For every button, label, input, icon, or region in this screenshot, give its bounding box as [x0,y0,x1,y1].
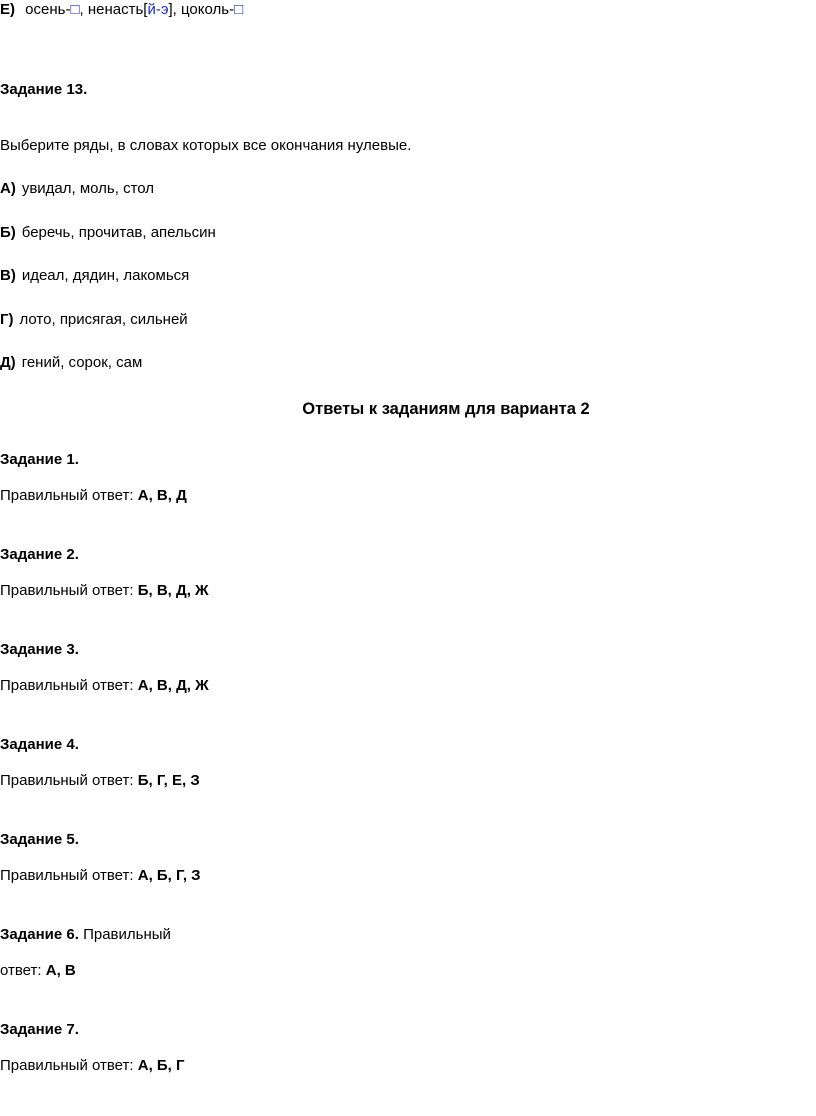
answer-4-title: Задание 4. [0,736,79,753]
answer-label: Правильный ответ: [0,487,134,504]
answer-5-line [0,866,201,886]
task-13-option-v [0,266,189,286]
option-word: , цоколь- [172,1,235,18]
option-text: идеал, дядин, лакомься [21,267,190,284]
answer-1-title: Задание 1. [0,451,79,468]
answer-label: Правильный ответ: [0,867,134,884]
answer-2-title: Задание 2. [0,546,79,563]
option-letter: Д) [0,354,16,371]
answer-4-line [0,771,200,791]
answer-value: А, В, Д [137,487,187,504]
answer-3-title: Задание 3. [0,641,79,658]
zero-ending-mark: □ [70,1,80,18]
answer-5-title: Задание 5. [0,831,79,848]
answer-7-title: Задание 7. [0,1021,79,1038]
task-13-option-d [0,353,142,373]
answer-label-part: Правильный [83,926,171,943]
answer-label: Правильный ответ: [0,582,134,599]
answer-value: А, Б, Г, З [137,867,201,884]
zero-ending-mark: □ [234,1,244,18]
bracket-close: ] [168,1,173,18]
option-letter: В) [0,267,16,284]
answer-6-title: Задание 6. [0,926,79,943]
option-text: гений, сорок, сам [21,354,143,371]
task-13-option-b [0,223,216,243]
answer-value: Б, Г, Е, З [137,772,200,789]
option-word: осень- [25,1,71,18]
answer-6-line-2 [0,961,76,981]
task-13-option-a [0,179,154,199]
task-13-option-g [0,310,188,330]
answers-heading: Ответы к заданиям для варианта 2 [302,400,590,418]
bracket-open: [ [143,1,148,18]
answer-3-line [0,676,209,696]
task-13-question: Выберите ряды, в словах которых все окончания нулевые. [0,137,412,154]
answer-value: А, Б, Г [137,1057,185,1074]
option-letter: Б) [0,224,16,241]
answer-1-line [0,486,187,506]
answer-value: А, В, Д, Ж [137,677,209,694]
option-text: лото, присягая, сильней [19,311,188,328]
answer-label-part: ответ: [0,962,42,979]
option-word: , ненасть [79,1,144,18]
answer-label: Правильный ответ: [0,1057,134,1074]
ending-mark: й-э [147,1,169,18]
answer-value: А, В [45,962,76,979]
answer-6-line-1 [0,925,171,945]
option-text: увидал, моль, стол [21,180,155,197]
answer-label: Правильный ответ: [0,677,134,694]
answer-2-line [0,581,209,601]
answer-7-line [0,1056,185,1076]
option-letter: А) [0,180,16,197]
option-letter: Е) [0,1,15,18]
answer-label: Правильный ответ: [0,772,134,789]
answer-value: Б, В, Д, Ж [137,582,209,599]
option-text: беречь, прочитав, апельсин [21,224,216,241]
option-e-line [0,0,243,20]
option-letter: Г) [0,311,14,328]
task-13-title: Задание 13. [0,81,88,98]
